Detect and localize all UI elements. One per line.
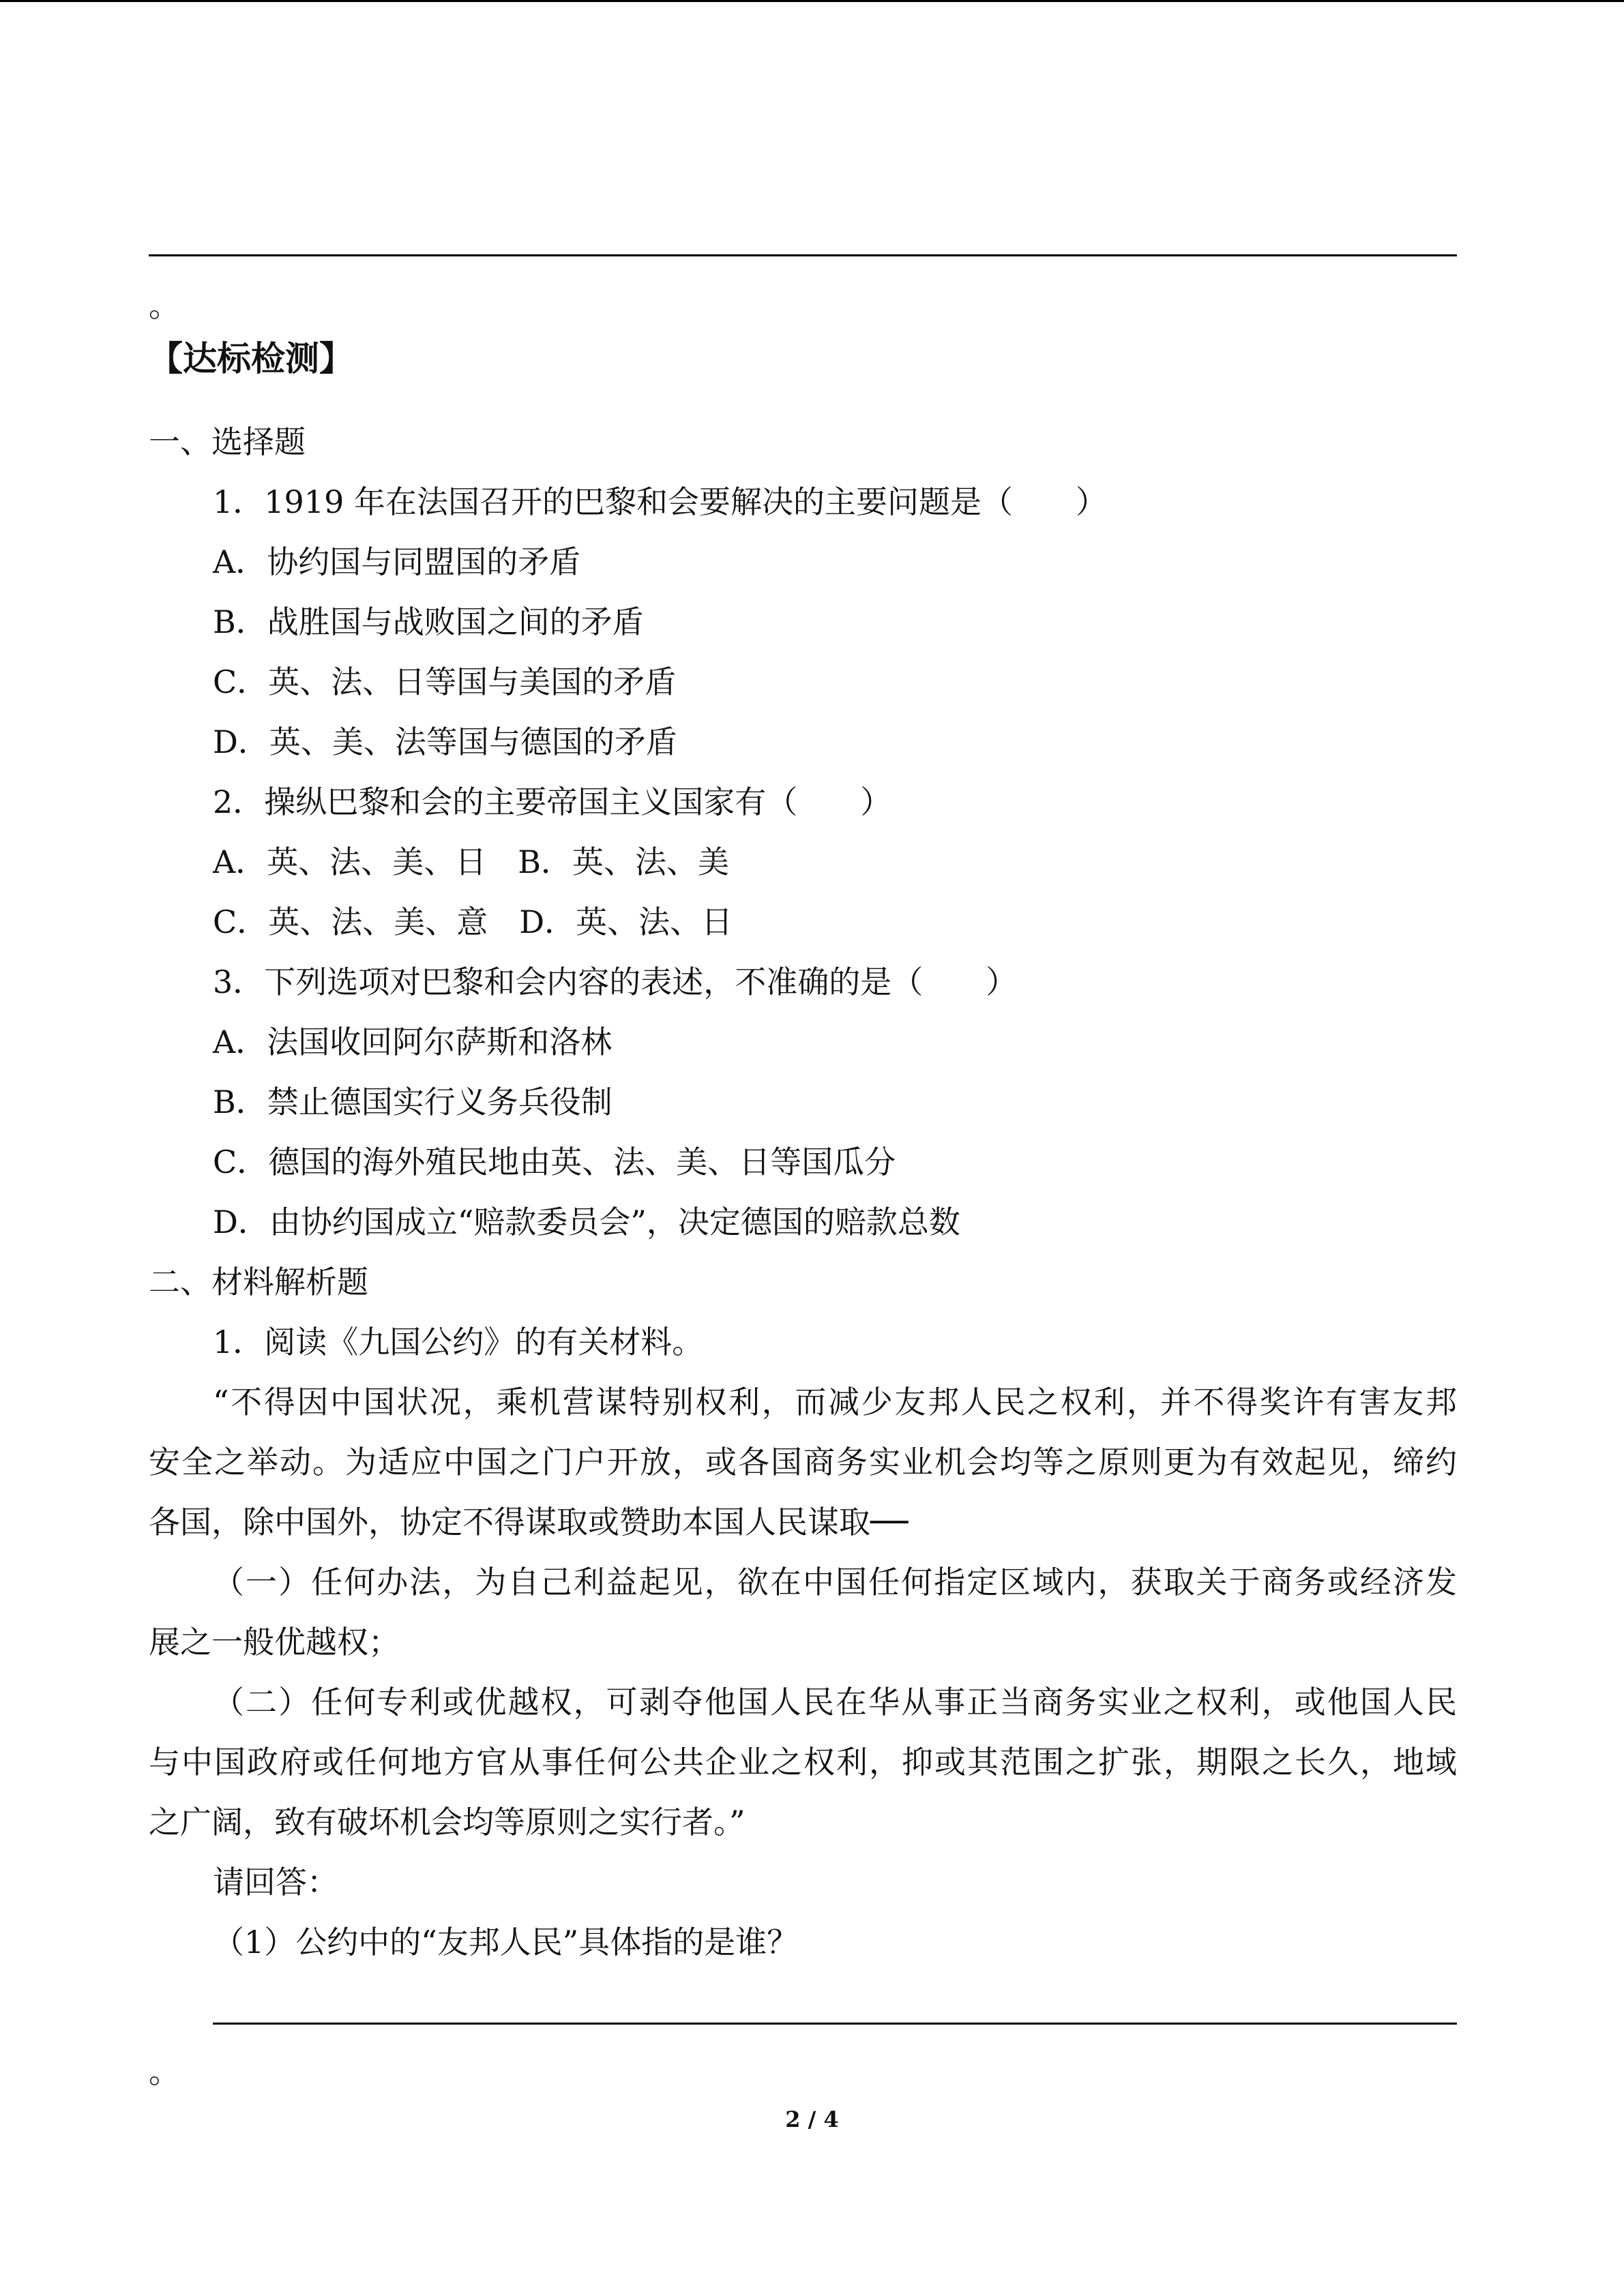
q1-option-d: D．英、美、法等国与德国的矛盾: [213, 724, 677, 760]
q2-options-row1: A．英、法、美、日 B．英、法、美: [213, 844, 730, 880]
q1-stem: 1．1919 年在法国召开的巴黎和会要解决的主要问题是（ ）: [213, 483, 1107, 520]
q3-option-a: A．法国收回阿尔萨斯和洛林: [213, 1024, 612, 1060]
material-line: “不得因中国状况，乘机营谋特别权利，而减少友邦人民之权利，并不得奖许有害友邦: [213, 1384, 1457, 1420]
answer-prompt: 请回答：: [213, 1864, 338, 1900]
part1-title: 一、选择题: [149, 423, 306, 460]
material-line: 各国，除中国外，协定不得谋取或赞助本国人民谋取──: [149, 1504, 909, 1540]
page-number: 2 / 4: [785, 2106, 839, 2132]
q3-option-b: B．禁止德国实行义务兵役制: [213, 1084, 612, 1120]
answer-period-top: 。: [149, 287, 180, 324]
q1-option-c: C．英、法、日等国与美国的矛盾: [213, 664, 677, 700]
m1-stem: 1．阅读《九国公约》的有关材料。: [213, 1324, 704, 1360]
answer-period-bottom: 。: [149, 2053, 180, 2090]
page-top-border: [0, 0, 1624, 2]
material-line: 安全之举动。为适应中国之门户开放，或各国商务实业机会均等之原则更为有效起见，缔约: [149, 1444, 1457, 1480]
q1-option-a: A．协约国与同盟国的矛盾: [213, 543, 581, 580]
material-line: （二）任何专利或优越权，可剥夺他国人民在华从事正当商务实业之权利，或他国人民: [213, 1684, 1457, 1720]
material-line: 与中国政府或任何地方官从事任何公共企业之权利，抑或其范围之扩张，期限之长久，地域: [149, 1744, 1457, 1780]
answer-line-bottom: [213, 2023, 1457, 2025]
q3-stem: 3．下列选项对巴黎和会内容的表述，不准确的是（ ）: [213, 964, 1018, 1000]
q2-stem: 2．操纵巴黎和会的主要帝国主义国家有（ ）: [213, 784, 892, 820]
q2-options-row2: C．英、法、美、意 D．英、法、日: [213, 904, 733, 940]
q3-option-d: D．由协约国成立“赔款委员会”，决定德国的赔款总数: [213, 1204, 960, 1240]
material-line: 展之一般优越权；: [149, 1624, 400, 1660]
q3-option-c: C．德国的海外殖民地由英、法、美、日等国瓜分: [213, 1144, 896, 1180]
material-line: （一）任何办法，为自己利益起见，欲在中国任何指定区域内，获取关于商务或经济发: [213, 1564, 1457, 1600]
part2-title: 二、材料解析题: [149, 1264, 368, 1300]
q1-option-b: B．战胜国与战败国之间的矛盾: [213, 603, 644, 640]
answer-line-top: [149, 254, 1457, 256]
section-heading: 【达标检测】: [149, 339, 353, 378]
material-line: 之广阔，致有破坏机会均等原则之实行者。”: [149, 1804, 745, 1840]
sub-question-1: （1）公约中的“友邦人民”具体指的是谁？: [213, 1924, 799, 1960]
